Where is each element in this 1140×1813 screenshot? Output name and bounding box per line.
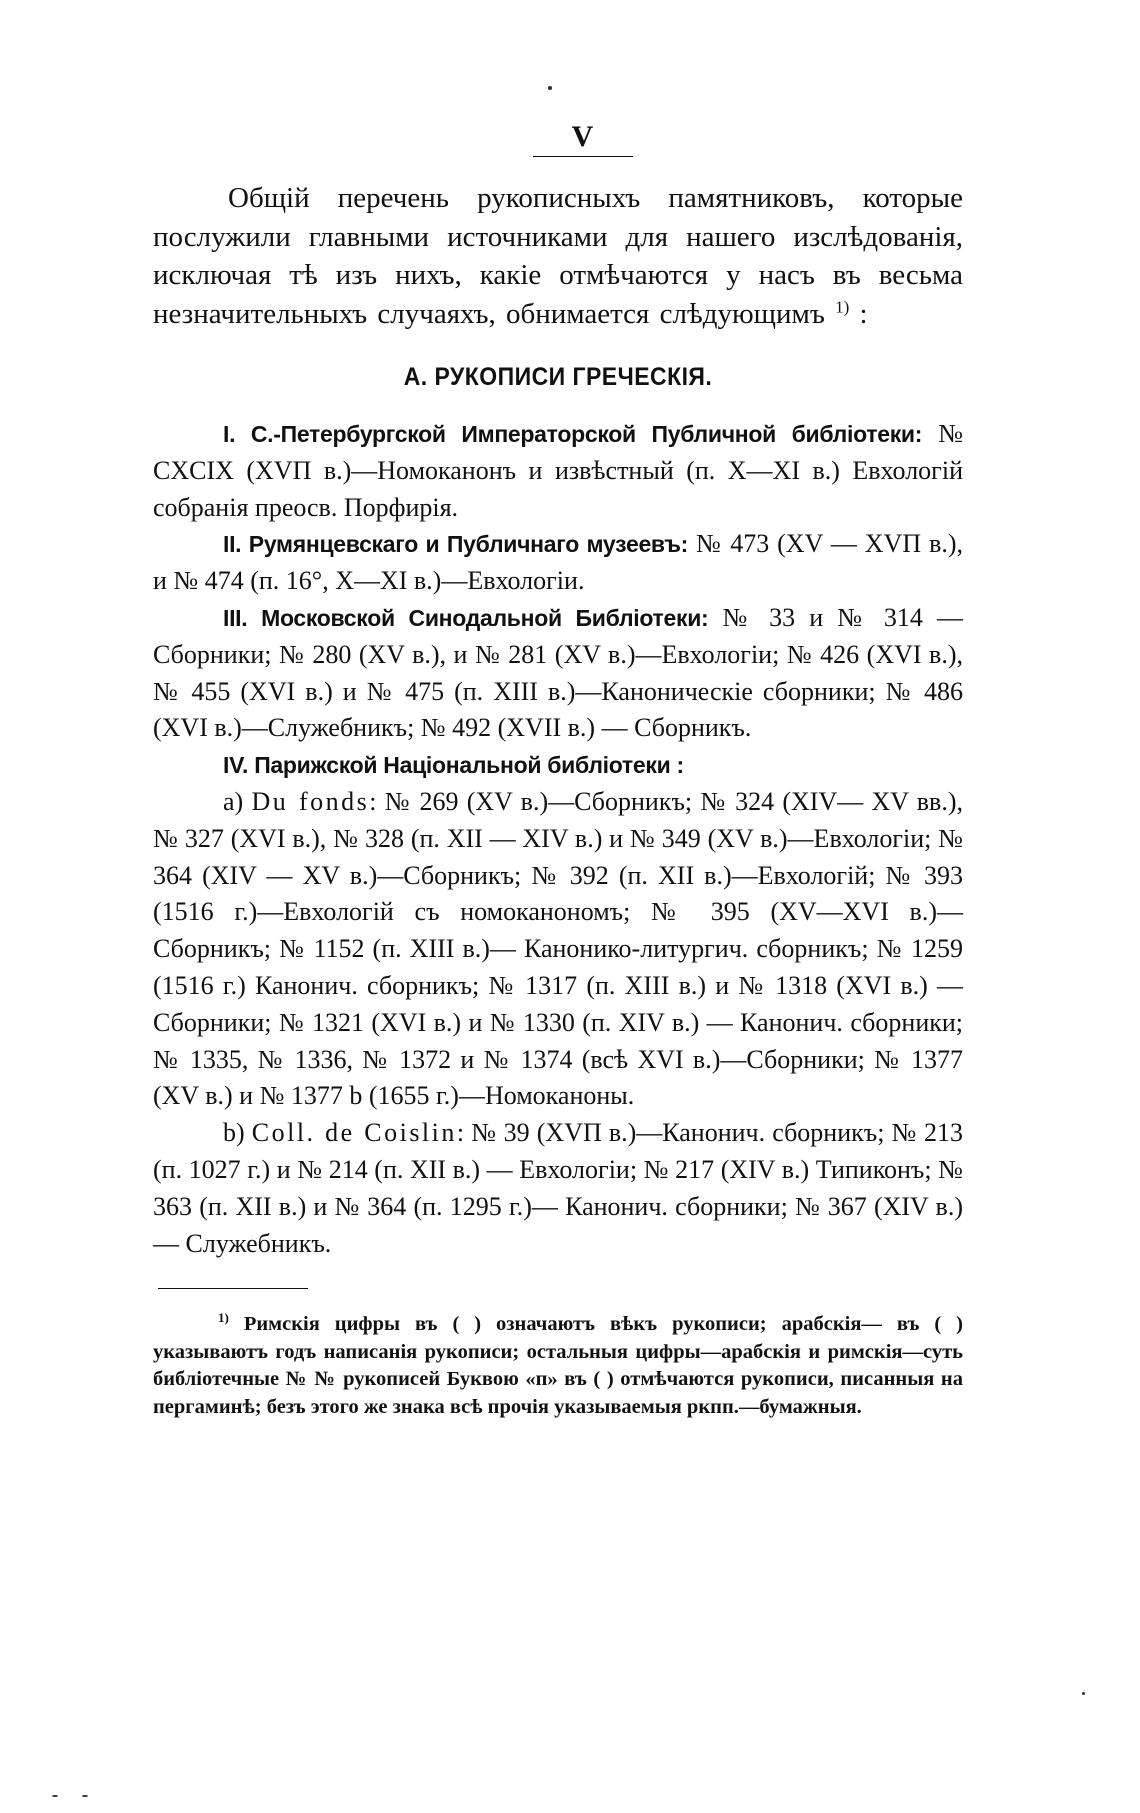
footnote <box>153 1311 963 1421</box>
library-entry-synodal <box>153 600 963 747</box>
fund-prefix: a) <box>223 786 252 816</box>
fund-holdings: : № 269 (XV в.)—Сборникъ; № 324 (XIV— XV вв.), № 327 (XVI в.), № 328 (п. XII — XIV в.) и № 349 (XV в.)—Евхологіи; № 364 (XIV — XV в.)—Сборникъ; № 392 (п. XII в.)—Евхологій; № 393 (1516 г.)—Евхологій съ номоканономъ; № 395 (XV—XVI в.)—Сборникъ; № 1152 (п. XIII в.)— Канонико-литургич. сборникъ; № 1259 (1516 г.) Канонич. сборникъ; № 1317 (п. XIII в.) и № 1318 (XVI в.) — Сборники; № 1321 (XVI в.) и № 1330 (п. XIV в.) — Канонич. сборники; № 1335, № 1336, № 1372 и № 1374 (всѣ XVI в.)—Сборники; № 1377 (XV в.) и № 1377 b (1655 г.)—Номоканоны. <box>153 786 963 1111</box>
footnote-rule <box>158 1288 308 1289</box>
library-holdings: № 473 (XV — XVП в.), и № 474 (п. 16°, X—XI в.)—Евхологіи. <box>153 529 964 596</box>
paris-fund-b <box>153 1115 963 1262</box>
footnote-reference[interactable]: 1) <box>835 296 850 316</box>
library-entry-spb <box>153 416 963 526</box>
library-name: I. С.-Петербургской Императорской Публичной библіотеки: <box>223 421 923 447</box>
document-page <box>153 120 963 1442</box>
library-name: IV. Парижской Національной библіотеки : <box>223 752 684 779</box>
page-number-rule <box>533 156 633 157</box>
library-entry-rumyantsev <box>153 526 963 600</box>
library-holdings: № 33 и № 314 — Сборники; № 280 (XV в.), и № 281 (XV в.)—Евхологіи; № 426 (XVI в.), № 455 (XVI в.) и № 475 (п. XIII в.)—Каноническіе сборники; № 486 (XVI в.)—Служебникъ; № 492 (XVII в.) — Сборникъ. <box>153 602 964 743</box>
scan-speck <box>548 86 552 90</box>
section-heading: А. РУКОПИСИ ГРЕЧЕСКІЯ. <box>403 363 713 391</box>
scan-speck <box>52 1795 58 1797</box>
paris-fund-a <box>153 784 963 1115</box>
scan-speck <box>82 1795 88 1797</box>
scan-speck <box>1082 1692 1085 1695</box>
manuscript-list <box>153 416 963 1262</box>
library-entry-paris <box>153 747 963 784</box>
intro-paragraph <box>153 179 963 333</box>
fund-prefix: b) <box>223 1118 252 1148</box>
library-holdings: № CXCIX (XVП в.)—Номоканонъ и извѣстный (п. X—XI в.) Евхологій собранія преосв. Порфирія. <box>153 419 964 522</box>
footnote-marker: 1) <box>218 1310 229 1326</box>
fund-name: Du fonds <box>251 786 370 816</box>
footnote-text: Римскія цифры въ ( ) означаютъ вѣкъ рукописи; арабскія— въ ( ) указываютъ годъ написанія рукописи; остальныя цифры—арабскія и римскія—суть библіотечные № № рукописей Буквою «п» въ ( ) отмѣчаются рукописи, писанныя на пергаминѣ; безъ этого же знака всѣ прочія указываемыя ркпп.—бумажныя. <box>153 1313 963 1418</box>
intro-text: Общій перечень рукописныхъ памятниковъ, которые послужили главными источниками для нашего изслѣдованія, исключая тѣ изъ нихъ, какіе отмѣчаются у насъ въ весьма незначительныхъ случаяхъ, обнимается слѣдующимъ <box>153 182 963 330</box>
page-number: V <box>571 120 595 153</box>
fund-name: Coll. de Coislin <box>251 1118 457 1148</box>
library-name: III. Московской Синодальной Библіотеки: <box>223 604 709 631</box>
intro-tail: : <box>849 297 868 330</box>
fund-holdings: : № 39 (XVП в.)—Канонич. сборникъ; № 213 (п. 1027 г.) и № 214 (п. XII в.) — Евхологіи; № 217 (XIV в.) Типиконъ; № 363 (п. XII в.) и № 364 (п. 1295 г.)— Канонич. сборники; № 367 (XIV в.) — Служебникъ. <box>153 1118 963 1258</box>
library-name: II. Румянцевскаго и Публичнаго музеевъ: <box>223 531 689 558</box>
